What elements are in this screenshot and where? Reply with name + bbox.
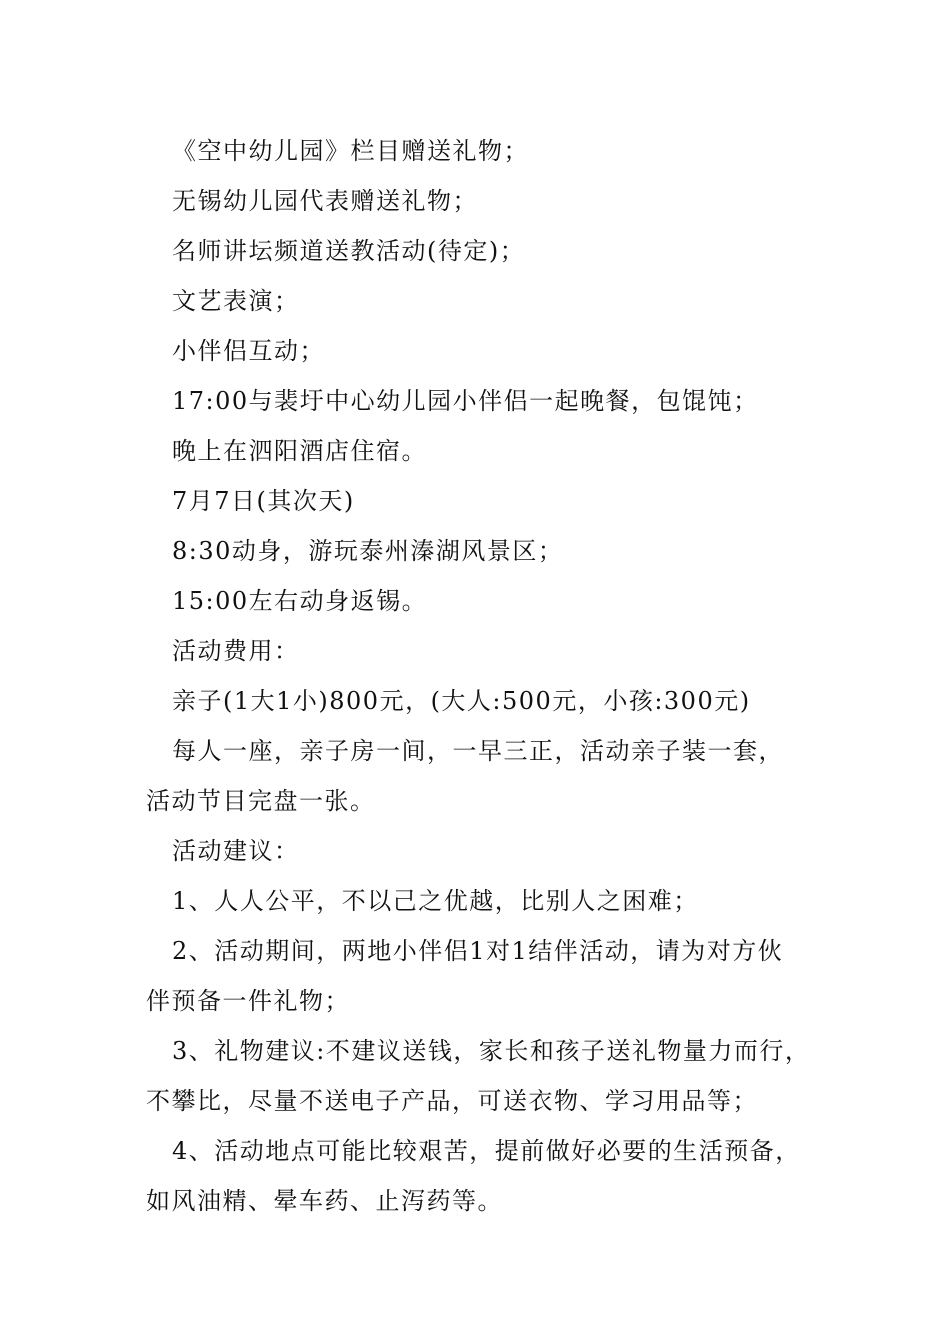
list-item-4-cont: 如风油精、晕车药、止泻药等。	[146, 1187, 503, 1215]
section-heading-suggestions: 活动建议：	[172, 837, 300, 865]
text-line-fee-amounts: 亲子(1大1小)800元，(大人:500元，小孩:300元)	[172, 687, 751, 715]
text-line-wuxi-gift: 无锡幼儿园代表赠送礼物；	[172, 187, 478, 215]
list-item-3: 3、礼物建议:不建议送钱，家长和孩子送礼物量力而行，	[172, 1037, 811, 1065]
text-line-dinner: 17:00与裴圩中心幼儿园小伴侣一起晚餐，包馄饨；	[172, 387, 759, 415]
list-item-3-cont: 不攀比，尽量不送电子产品，可送衣物、学习用品等；	[146, 1087, 758, 1115]
text-line-departure: 8:30动身，游玩泰州溱湖风景区；	[172, 537, 564, 565]
text-line-performance: 文艺表演；	[172, 287, 300, 315]
list-item-1: 1、人人公平，不以己之优越，比别人之困难；	[172, 887, 699, 915]
section-heading-fees: 活动费用：	[172, 637, 300, 665]
list-item-2: 2、活动期间，两地小伴侣1对1结伴活动，请为对方伙	[172, 937, 784, 965]
text-line-interaction: 小伴侣互动；	[172, 337, 325, 365]
text-line-gift-program: 《空中幼儿园》栏目赠送礼物；	[172, 137, 529, 165]
text-line-return: 15:00左右动身返锡。	[172, 587, 428, 615]
text-line-teaching-activity: 名师讲坛频道送教活动(待定)；	[172, 237, 526, 265]
text-line-day-two: 7月7日(其次天)	[172, 487, 355, 515]
text-line-fee-includes: 每人一座，亲子房一间，一早三正，活动亲子装一套，	[172, 737, 784, 765]
text-line-hotel: 晚上在泗阳酒店住宿。	[172, 437, 427, 465]
list-item-4: 4、活动地点可能比较艰苦，提前做好必要的生活预备，	[172, 1137, 801, 1165]
text-line-fee-includes-cont: 活动节目完盘一张。	[146, 787, 376, 815]
list-item-2-cont: 伴预备一件礼物；	[146, 987, 350, 1015]
